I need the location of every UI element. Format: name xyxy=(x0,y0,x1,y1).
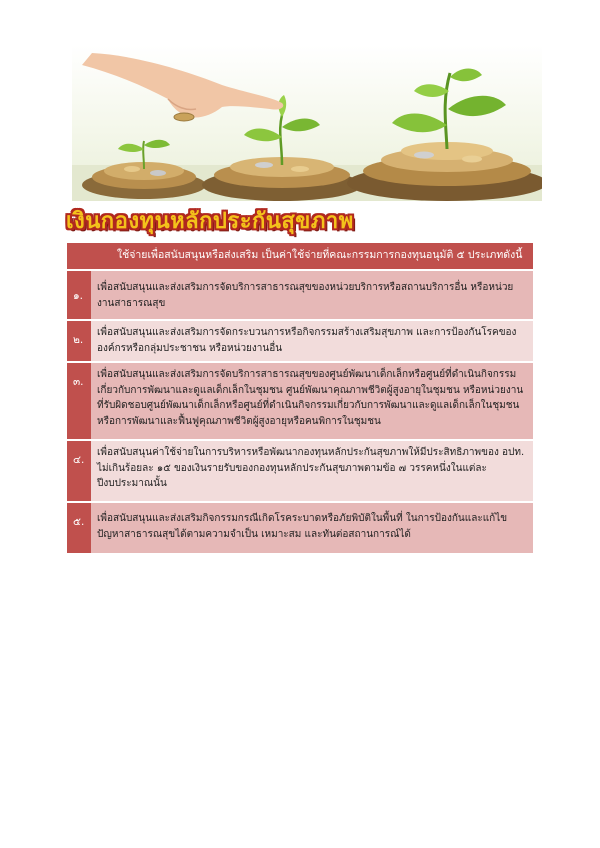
row-text: เพื่อสนับสนุนและส่งเสริมการจัดกระบวนการหรือกิจกรรมสร้างเสริมสุขภาพ และการป้องกันโรคขององค์กรหรือกลุ่มประชาชน หรือหน่วยงานอื่น xyxy=(91,321,533,361)
row-number: ๓. xyxy=(67,363,91,439)
hero-image-coins-plants xyxy=(72,45,542,201)
row-text: เพื่อสนับสนุนและส่งเสริมการจัดบริการสาธารณสุขของศูนย์พัฒนาเด็กเล็กหรือศูนย์ที่ดำเนินกิจกรรมเกี่ยวกับการพัฒนาและดูแลเด็กเล็กในชุมชน ศูนย์พัฒนาคุณภาพชีวิตผู้สูงอายุในชุมชน หรือหน่วยงานที่รับผิดชอบศูนย์พัฒนาเด็กเล็กหรือศูนย์ที่ดำเนินกิจกรรมเกี่ยวกับการพัฒนาและดูแลเด็กเล็กในชุมชน หรือการพัฒนาและฟื้นฟูคุณภาพชีวิตผู้สูงอายุหรือคนพิการในชุมชน xyxy=(91,363,533,439)
row-text: เพื่อสนับสนุนและส่งเสริมกิจกรรมกรณีเกิดโรคระบาดหรือภัยพิบัติในพื้นที่ ในการป้องกันและแก้ไขปัญหาสาธารณสุขได้ตามความจำเป็น เหมาะสม และทันต่อสถานการณ์ได้ xyxy=(91,503,533,553)
row-number: ๕. xyxy=(67,503,91,553)
coins-plants-illustration xyxy=(72,45,542,201)
table-row xyxy=(67,441,533,501)
hand-with-coin xyxy=(82,53,283,121)
table-row xyxy=(67,271,533,319)
row-text: เพื่อสนับสนุนค่าใช้จ่ายในการบริหารหรือพัฒนากองทุนหลักประกันสุขภาพให้มีประสิทธิภาพของ อปท. ไม่เกินร้อยละ ๑๕ ของเงินรายรับของกองทุนหลักประกันสุขภาพตามข้อ ๗ วรรคหนึ่งในแต่ละปีงบประมาณนั้น xyxy=(91,441,533,501)
table-header xyxy=(67,243,533,269)
row-text: เพื่อสนับสนุนและส่งเสริมการจัดบริการสาธารณสุขของหน่วยบริการหรือสถานบริการอื่น หรือหน่วยงานสาธารณสุข xyxy=(91,271,533,319)
row-number: ๒. xyxy=(67,321,91,361)
row-number: ๔. xyxy=(67,441,91,501)
header-number-cell xyxy=(67,243,91,269)
table-row xyxy=(67,321,533,361)
row-number: ๑. xyxy=(67,271,91,319)
header-text: ใช้จ่ายเพื่อสนับสนุนหรือส่งเสริม เป็นค่าใช้จ่ายที่คณะกรรมการกองทุนอนุมัติ ๕ ประเภทดังนี้ xyxy=(117,249,523,261)
fund-expense-table xyxy=(67,243,533,553)
table-row xyxy=(67,363,533,439)
page-title: เงินกองทุนหลักประกันสุขภาพ xyxy=(66,209,354,234)
plant-large xyxy=(392,69,506,150)
coin-pile-right xyxy=(347,142,542,201)
table-row xyxy=(67,503,533,553)
